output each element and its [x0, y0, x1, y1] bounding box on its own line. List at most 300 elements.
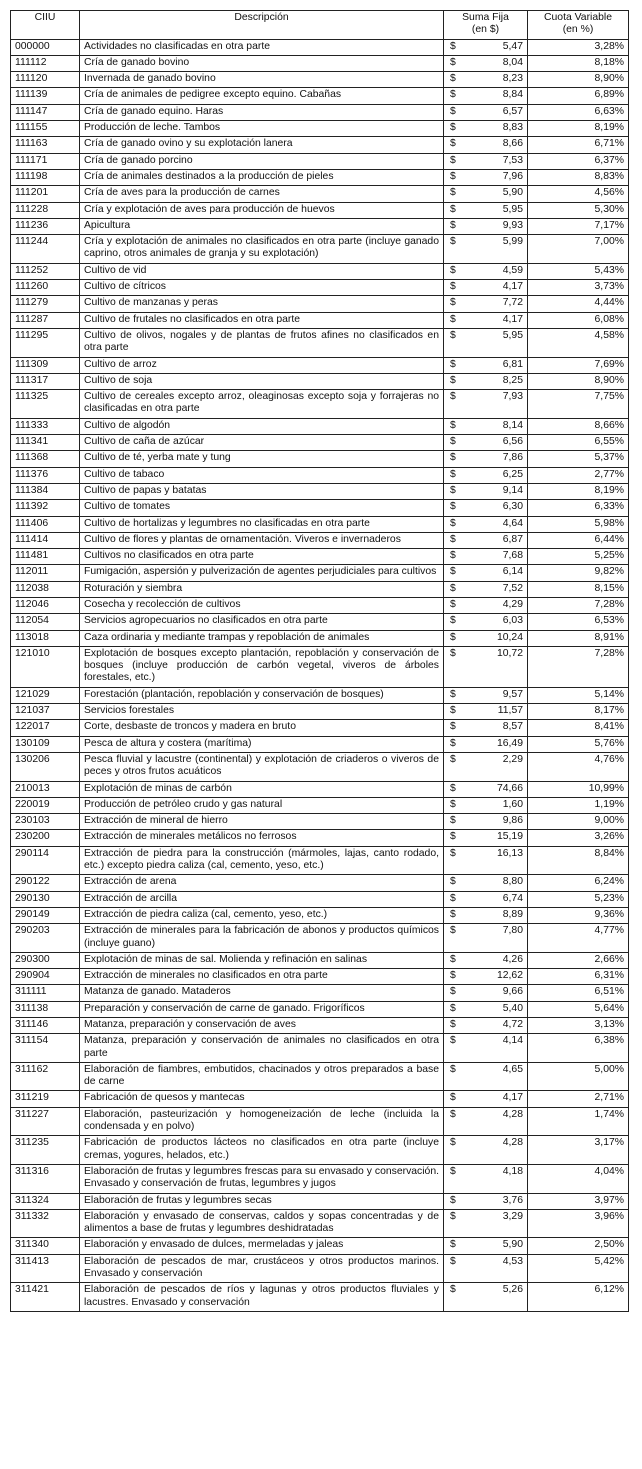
currency-symbol: $	[450, 925, 456, 937]
suma-fija-cell	[444, 483, 528, 499]
suma-fija-value: 8,04	[502, 56, 523, 68]
cuota-variable-cell: 8,19%	[528, 483, 629, 499]
currency-symbol: $	[450, 358, 456, 370]
currency-symbol: $	[450, 468, 456, 480]
table-row	[11, 235, 629, 264]
currency-symbol: $	[450, 56, 456, 68]
table-row	[11, 646, 629, 687]
suma-fija-value: 4,28	[502, 1137, 523, 1149]
description-cell: Matanza, preparación y conservación de animales no clasificados en otra parte	[80, 1034, 444, 1063]
description-cell: Fumigación, aspersión y pulverización de agentes perjudiciales para cultivos	[80, 565, 444, 581]
suma-fija-value: 6,03	[502, 615, 523, 627]
description-cell: Extracción de minerales metálicos no ferrosos	[80, 830, 444, 846]
table-row	[11, 1034, 629, 1063]
description-cell: Elaboración, pasteurización y homogeneización de leche (incluida la condensada y en polvo)	[80, 1107, 444, 1136]
currency-symbol: $	[450, 798, 456, 810]
currency-symbol: $	[450, 688, 456, 700]
currency-symbol: $	[450, 89, 456, 101]
cuota-variable-cell: 3,17%	[528, 1136, 629, 1165]
table-row	[11, 373, 629, 389]
header-suma-fija-line2: (en $)	[471, 24, 500, 36]
description-cell: Extracción de piedra para la construcción (mármoles, lajas, canto rodado, etc.) excepto piedra caliza (cal, cemento, yeso, etc.)	[80, 846, 444, 875]
currency-symbol: $	[450, 1035, 456, 1047]
table-row	[11, 781, 629, 797]
ciiu-code-cell: 311324	[11, 1193, 80, 1209]
description-cell: Roturación y siembra	[80, 581, 444, 597]
table-row	[11, 1164, 629, 1193]
ciiu-code-cell: 130109	[11, 736, 80, 752]
currency-symbol: $	[450, 452, 456, 464]
description-cell: Cría de ganado porcino	[80, 153, 444, 169]
ciiu-code-cell: 311227	[11, 1107, 80, 1136]
currency-symbol: $	[450, 1019, 456, 1030]
suma-fija-cell	[444, 630, 528, 646]
cuota-variable-cell: 9,36%	[528, 907, 629, 923]
currency-symbol: $	[450, 1210, 456, 1222]
cuota-variable-cell: 6,12%	[528, 1283, 629, 1312]
ciiu-tariff-table	[10, 10, 629, 1312]
description-cell: Explotación de bosques excepto plantación, repoblación y conservación de bosques (incluye producción de carbón vegetal, viveros de árboles forestales, etc.)	[80, 646, 444, 687]
table-row	[11, 1062, 629, 1091]
description-cell: Elaboración de fiambres, embutidos, chacinados y otros preparados a base de carne	[80, 1062, 444, 1091]
suma-fija-value: 6,74	[502, 892, 523, 904]
currency-symbol: $	[450, 1002, 456, 1014]
cuota-variable-cell: 8,90%	[528, 373, 629, 389]
ciiu-code-cell: 111392	[11, 500, 80, 516]
currency-symbol: $	[450, 264, 456, 276]
suma-fija-value: 4,26	[502, 953, 523, 965]
table-row	[11, 467, 629, 483]
suma-fija-cell	[444, 814, 528, 830]
cuota-variable-cell: 7,75%	[528, 390, 629, 419]
suma-fija-value: 8,89	[502, 908, 523, 920]
description-cell: Producción de petróleo crudo y gas natural	[80, 797, 444, 813]
cuota-variable-cell: 3,96%	[528, 1209, 629, 1238]
suma-fija-cell	[444, 263, 528, 279]
suma-fija-value: 6,87	[502, 533, 523, 545]
ciiu-code-cell: 111236	[11, 218, 80, 234]
suma-fija-value: 6,14	[502, 566, 523, 578]
ciiu-code-cell: 111147	[11, 104, 80, 120]
suma-fija-value: 5,90	[502, 1239, 523, 1251]
suma-fija-value: 8,14	[502, 419, 523, 431]
description-cell: Preparación y conservación de carne de ganado. Frigoríficos	[80, 1001, 444, 1017]
cuota-variable-cell: 5,30%	[528, 202, 629, 218]
table-row	[11, 104, 629, 120]
suma-fija-value: 5,95	[502, 329, 523, 341]
ciiu-code-cell: 111228	[11, 202, 80, 218]
cuota-variable-cell: 4,44%	[528, 296, 629, 312]
currency-symbol: $	[450, 122, 456, 134]
currency-symbol: $	[450, 782, 456, 794]
suma-fija-cell	[444, 328, 528, 357]
table-row	[11, 687, 629, 703]
suma-fija-value: 5,90	[502, 187, 523, 199]
cuota-variable-cell: 6,63%	[528, 104, 629, 120]
cuota-variable-cell: 5,37%	[528, 451, 629, 467]
description-cell: Matanza de ganado. Mataderos	[80, 985, 444, 1001]
description-cell: Cría de animales de pedigree excepto equino. Cabañas	[80, 88, 444, 104]
description-cell: Cultivo de tomates	[80, 500, 444, 516]
table-row	[11, 532, 629, 548]
ciiu-code-cell: 230200	[11, 830, 80, 846]
cuota-variable-cell: 3,26%	[528, 830, 629, 846]
cuota-variable-cell: 8,66%	[528, 418, 629, 434]
description-cell: Matanza, preparación y conservación de aves	[80, 1018, 444, 1034]
ciiu-code-cell: 290904	[11, 969, 80, 985]
ciiu-code-cell: 111198	[11, 169, 80, 185]
currency-symbol: $	[450, 533, 456, 545]
suma-fija-value: 4,29	[502, 598, 523, 610]
table-row	[11, 1238, 629, 1254]
ciiu-code-cell: 111244	[11, 235, 80, 264]
ciiu-code-cell: 311235	[11, 1136, 80, 1165]
cuota-variable-cell: 5,42%	[528, 1254, 629, 1283]
suma-fija-cell	[444, 830, 528, 846]
cuota-variable-cell: 6,31%	[528, 969, 629, 985]
ciiu-code-cell: 111309	[11, 357, 80, 373]
header-descripcion: Descripción	[80, 11, 444, 40]
suma-fija-value: 1,60	[502, 798, 523, 810]
ciiu-code-cell: 111120	[11, 72, 80, 88]
suma-fija-value: 4,17	[502, 1092, 523, 1104]
ciiu-code-cell: 130206	[11, 752, 80, 781]
cuota-variable-cell: 3,13%	[528, 1018, 629, 1034]
suma-fija-value: 4,28	[502, 1108, 523, 1120]
suma-fija-cell	[444, 1062, 528, 1091]
suma-fija-value: 9,93	[502, 219, 523, 231]
cuota-variable-cell: 7,28%	[528, 597, 629, 613]
currency-symbol: $	[450, 615, 456, 627]
suma-fija-cell	[444, 581, 528, 597]
cuota-variable-cell: 10,99%	[528, 781, 629, 797]
suma-fija-value: 4,65	[502, 1063, 523, 1075]
suma-fija-value: 9,14	[502, 484, 523, 496]
ciiu-code-cell: 000000	[11, 39, 80, 55]
currency-symbol: $	[450, 598, 456, 610]
ciiu-code-cell: 112054	[11, 614, 80, 630]
suma-fija-cell	[444, 88, 528, 104]
suma-fija-cell	[444, 500, 528, 516]
cuota-variable-cell: 6,24%	[528, 875, 629, 891]
ciiu-code-cell: 111201	[11, 186, 80, 202]
description-cell: Elaboración de frutas y legumbres secas	[80, 1193, 444, 1209]
currency-symbol: $	[450, 73, 456, 85]
suma-fija-cell	[444, 1209, 528, 1238]
table-row	[11, 55, 629, 71]
cuota-variable-cell: 6,33%	[528, 500, 629, 516]
currency-symbol: $	[450, 953, 456, 965]
cuota-variable-cell: 5,43%	[528, 263, 629, 279]
suma-fija-cell	[444, 296, 528, 312]
table-row	[11, 797, 629, 813]
description-cell: Caza ordinaria y mediante trampas y repoblación de animales	[80, 630, 444, 646]
ciiu-code-cell: 112046	[11, 597, 80, 613]
table-row	[11, 186, 629, 202]
suma-fija-cell	[444, 390, 528, 419]
suma-fija-value: 4,64	[502, 517, 523, 529]
currency-symbol: $	[450, 281, 456, 293]
suma-fija-cell	[444, 235, 528, 264]
suma-fija-cell	[444, 104, 528, 120]
suma-fija-cell	[444, 1193, 528, 1209]
table-row	[11, 704, 629, 720]
suma-fija-cell	[444, 153, 528, 169]
currency-symbol: $	[450, 815, 456, 827]
description-cell: Cultivo de arroz	[80, 357, 444, 373]
description-cell: Cultivo de flores y plantas de ornamentación. Viveros e invernaderos	[80, 532, 444, 548]
currency-symbol: $	[450, 1194, 456, 1206]
suma-fija-cell	[444, 357, 528, 373]
description-cell: Extracción de minerales no clasificados en otra parte	[80, 969, 444, 985]
tariff-table-container	[10, 10, 628, 1312]
cuota-variable-cell: 7,28%	[528, 646, 629, 687]
description-cell: Servicios forestales	[80, 704, 444, 720]
suma-fija-value: 16,13	[496, 847, 523, 859]
description-cell: Servicios agropecuarios no clasificados en otra parte	[80, 614, 444, 630]
currency-symbol: $	[450, 705, 456, 717]
description-cell: Elaboración y envasado de conservas, caldos y sopas concentradas y de alimentos a base de frutas y legumbres deshidratadas	[80, 1209, 444, 1238]
table-header-row	[11, 11, 629, 40]
suma-fija-cell	[444, 186, 528, 202]
table-row	[11, 1107, 629, 1136]
table-row	[11, 924, 629, 953]
table-row	[11, 597, 629, 613]
currency-symbol: $	[450, 517, 456, 529]
cuota-variable-cell: 5,98%	[528, 516, 629, 532]
description-cell: Cultivo de tabaco	[80, 467, 444, 483]
description-cell: Fabricación de productos lácteos no clasificados en otra parte (incluye cremas, yogures, helados, etc.)	[80, 1136, 444, 1165]
cuota-variable-cell: 8,83%	[528, 169, 629, 185]
description-cell: Invernada de ganado bovino	[80, 72, 444, 88]
suma-fija-cell	[444, 969, 528, 985]
suma-fija-value: 6,56	[502, 436, 523, 448]
cuota-variable-cell: 3,97%	[528, 1193, 629, 1209]
suma-fija-value: 7,68	[502, 550, 523, 562]
ciiu-code-cell: 311316	[11, 1164, 80, 1193]
ciiu-code-cell: 290130	[11, 891, 80, 907]
description-cell: Elaboración de pescados de ríos y lagunas y otros productos fluviales y lacustres. Envasado y conservación	[80, 1283, 444, 1312]
suma-fija-value: 2,29	[502, 753, 523, 765]
table-row	[11, 153, 629, 169]
table-row	[11, 500, 629, 516]
header-cuota-variable	[528, 11, 629, 40]
cuota-variable-cell: 8,91%	[528, 630, 629, 646]
currency-symbol: $	[450, 970, 456, 982]
description-cell: Cultivo de frutales no clasificados en otra parte	[80, 312, 444, 328]
table-row	[11, 1001, 629, 1017]
description-cell: Elaboración y envasado de dulces, mermeladas y jaleas	[80, 1238, 444, 1254]
table-row	[11, 1209, 629, 1238]
table-row	[11, 952, 629, 968]
table-body	[11, 39, 629, 1311]
ciiu-code-cell: 311146	[11, 1018, 80, 1034]
suma-fija-value: 8,83	[502, 122, 523, 134]
suma-fija-cell	[444, 1136, 528, 1165]
ciiu-code-cell: 311111	[11, 985, 80, 1001]
table-row	[11, 969, 629, 985]
suma-fija-value: 4,72	[502, 1019, 523, 1030]
currency-symbol: $	[450, 313, 456, 325]
description-cell: Explotación de minas de sal. Molienda y refinación en salinas	[80, 952, 444, 968]
table-row	[11, 218, 629, 234]
ciiu-code-cell: 122017	[11, 720, 80, 736]
table-row	[11, 549, 629, 565]
suma-fija-value: 4,18	[502, 1165, 523, 1177]
table-row	[11, 736, 629, 752]
ciiu-code-cell: 111155	[11, 121, 80, 137]
suma-fija-value: 12,62	[496, 970, 523, 982]
currency-symbol: $	[450, 297, 456, 309]
suma-fija-value: 5,40	[502, 1002, 523, 1014]
cuota-variable-cell: 4,56%	[528, 186, 629, 202]
table-row	[11, 435, 629, 451]
ciiu-code-cell: 111287	[11, 312, 80, 328]
cuota-variable-cell: 8,84%	[528, 846, 629, 875]
currency-symbol: $	[450, 647, 456, 659]
suma-fija-value: 10,24	[496, 631, 523, 643]
ciiu-code-cell: 311332	[11, 1209, 80, 1238]
cuota-variable-cell: 4,76%	[528, 752, 629, 781]
currency-symbol: $	[450, 1108, 456, 1120]
description-cell: Pesca de altura y costera (marítima)	[80, 736, 444, 752]
description-cell: Cultivo de caña de azúcar	[80, 435, 444, 451]
ciiu-code-cell: 111341	[11, 435, 80, 451]
suma-fija-cell	[444, 1107, 528, 1136]
suma-fija-cell	[444, 451, 528, 467]
currency-symbol: $	[450, 219, 456, 231]
cuota-variable-cell: 6,38%	[528, 1034, 629, 1063]
table-row	[11, 88, 629, 104]
header-suma-fija-line1: Suma Fija	[462, 12, 509, 23]
suma-fija-value: 8,57	[502, 721, 523, 733]
cuota-variable-cell: 5,23%	[528, 891, 629, 907]
currency-symbol: $	[450, 876, 456, 888]
table-row	[11, 581, 629, 597]
suma-fija-cell	[444, 565, 528, 581]
suma-fija-cell	[444, 720, 528, 736]
description-cell: Extracción de minerales para la fabricación de abonos y productos químicos (incluye guano)	[80, 924, 444, 953]
ciiu-code-cell: 111406	[11, 516, 80, 532]
currency-symbol: $	[450, 391, 456, 403]
ciiu-code-cell: 121029	[11, 687, 80, 703]
table-row	[11, 72, 629, 88]
table-row	[11, 328, 629, 357]
suma-fija-cell	[444, 875, 528, 891]
ciiu-code-cell: 112038	[11, 581, 80, 597]
cuota-variable-cell: 5,14%	[528, 687, 629, 703]
cuota-variable-cell: 8,90%	[528, 72, 629, 88]
suma-fija-cell	[444, 435, 528, 451]
ciiu-code-cell: 290122	[11, 875, 80, 891]
currency-symbol: $	[450, 1137, 456, 1149]
cuota-variable-cell: 6,89%	[528, 88, 629, 104]
suma-fija-cell	[444, 752, 528, 781]
description-cell: Cría de animales destinados a la producción de pieles	[80, 169, 444, 185]
table-row	[11, 1018, 629, 1034]
ciiu-code-cell: 111279	[11, 296, 80, 312]
currency-symbol: $	[450, 1284, 456, 1296]
currency-symbol: $	[450, 1165, 456, 1177]
ciiu-code-cell: 111171	[11, 153, 80, 169]
suma-fija-cell	[444, 1238, 528, 1254]
description-cell: Cultivo de cereales excepto arroz, oleaginosas excepto soja y forrajeras no clasificadas en otra parte	[80, 390, 444, 419]
currency-symbol: $	[450, 329, 456, 341]
description-cell: Cultivo de papas y batatas	[80, 483, 444, 499]
suma-fija-value: 7,72	[502, 297, 523, 309]
description-cell: Elaboración de pescados de mar, crustáceos y otros productos marinos. Envasado y conservación	[80, 1254, 444, 1283]
suma-fija-cell	[444, 55, 528, 71]
cuota-variable-cell: 2,77%	[528, 467, 629, 483]
cuota-variable-cell: 7,17%	[528, 218, 629, 234]
table-row	[11, 418, 629, 434]
ciiu-code-cell: 111252	[11, 263, 80, 279]
cuota-variable-cell: 4,58%	[528, 328, 629, 357]
suma-fija-value: 4,17	[502, 313, 523, 325]
table-row	[11, 296, 629, 312]
suma-fija-value: 3,29	[502, 1210, 523, 1222]
suma-fija-cell	[444, 736, 528, 752]
table-row	[11, 202, 629, 218]
suma-fija-value: 4,17	[502, 281, 523, 293]
table-row	[11, 121, 629, 137]
currency-symbol: $	[450, 484, 456, 496]
cuota-variable-cell: 1,74%	[528, 1107, 629, 1136]
ciiu-code-cell: 290114	[11, 846, 80, 875]
suma-fija-cell	[444, 1283, 528, 1312]
suma-fija-cell	[444, 549, 528, 565]
table-row	[11, 985, 629, 1001]
suma-fija-value: 6,57	[502, 105, 523, 117]
description-cell: Extracción de arcilla	[80, 891, 444, 907]
suma-fija-cell	[444, 280, 528, 296]
table-row	[11, 263, 629, 279]
currency-symbol: $	[450, 170, 456, 182]
suma-fija-cell	[444, 137, 528, 153]
ciiu-code-cell: 111384	[11, 483, 80, 499]
ciiu-code-cell: 121037	[11, 704, 80, 720]
suma-fija-cell	[444, 1018, 528, 1034]
cuota-variable-cell: 7,00%	[528, 235, 629, 264]
ciiu-code-cell: 290149	[11, 907, 80, 923]
suma-fija-cell	[444, 169, 528, 185]
table-row	[11, 630, 629, 646]
suma-fija-cell	[444, 597, 528, 613]
ciiu-code-cell: 111325	[11, 390, 80, 419]
suma-fija-cell	[444, 952, 528, 968]
suma-fija-value: 5,26	[502, 1284, 523, 1296]
ciiu-code-cell: 121010	[11, 646, 80, 687]
suma-fija-cell	[444, 646, 528, 687]
ciiu-code-cell: 290203	[11, 924, 80, 953]
suma-fija-value: 5,99	[502, 236, 523, 248]
cuota-variable-cell: 4,04%	[528, 1164, 629, 1193]
suma-fija-value: 6,81	[502, 358, 523, 370]
description-cell: Cosecha y recolección de cultivos	[80, 597, 444, 613]
currency-symbol: $	[450, 753, 456, 765]
description-cell: Pesca fluvial y lacustre (continental) y explotación de criaderos o viveros de peces y otros frutos acuáticos	[80, 752, 444, 781]
table-row	[11, 357, 629, 373]
suma-fija-cell	[444, 218, 528, 234]
currency-symbol: $	[450, 582, 456, 594]
ciiu-code-cell: 111139	[11, 88, 80, 104]
table-row	[11, 1254, 629, 1283]
suma-fija-value: 9,66	[502, 986, 523, 998]
cuota-variable-cell: 2,50%	[528, 1238, 629, 1254]
currency-symbol: $	[450, 737, 456, 749]
currency-symbol: $	[450, 419, 456, 431]
ciiu-code-cell: 111163	[11, 137, 80, 153]
